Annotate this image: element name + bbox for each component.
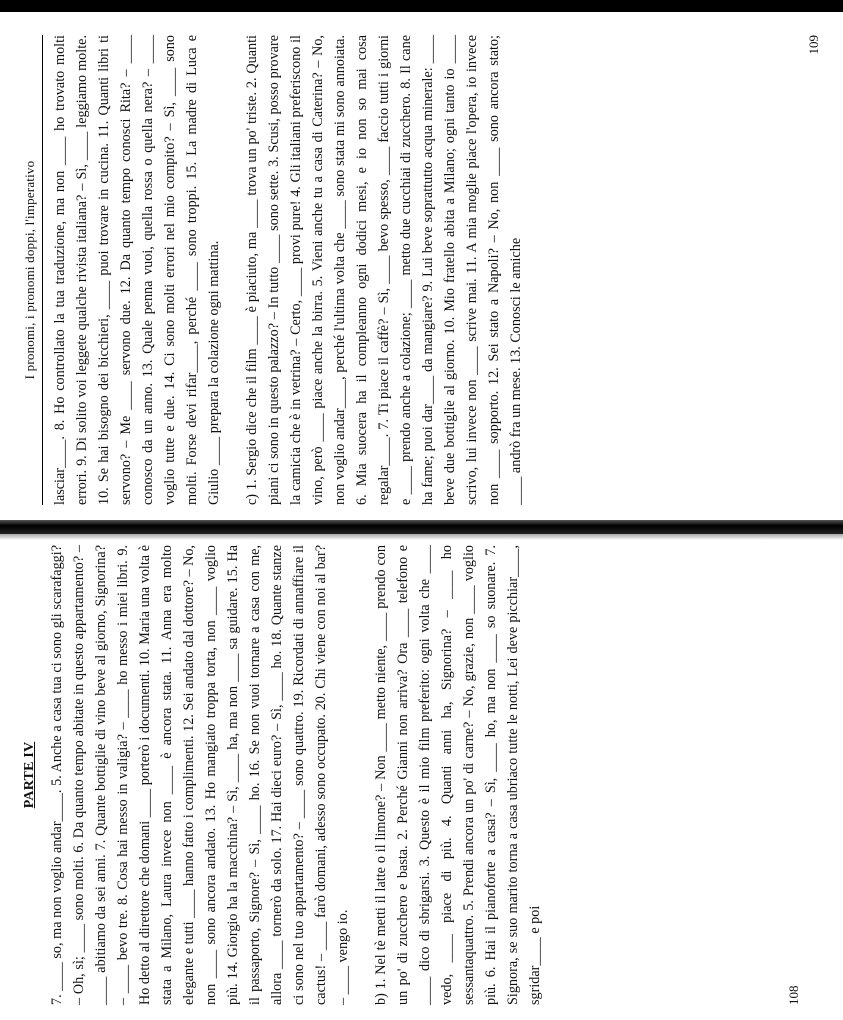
page-number-108: 108 — [786, 985, 801, 1005]
left-page — [20, 545, 800, 1005]
running-head-left: PARTE IV — [22, 741, 37, 809]
right-page-text — [49, 35, 527, 505]
right-page — [20, 35, 820, 505]
page-number-109: 109 — [806, 35, 821, 55]
left-page-text — [46, 545, 546, 1005]
paragraph-c: c) 1. Sergio dice che il film ____ è piaciuto, ma ____ trova un po' triste. 2. Quanti piani ci sono in questo palazzo? – In tutto ____ sono sette. 3. Scusi, posso provare la camicia che è in vetrina? – Certo, ____ provi pure! 4. Gli italiani preferiscono il vino, però ____ piace anche la birra. 5. Vieni anche tu a casa di Caterina? – No, non voglio andar____, perché l'ultima volta che ____ sono stata mi sono annoiata. 6. Mia suocera ha il compleanno ogni dodici mesi, e io non so mai cosa regalar____. 7. Ti piace il caffè? – Sì, ____ bevo spesso, ____ faccio tutti i giorni e ____ prendo anche a colazione; ____ metto due cucchiai di zucchero. 8. Il cane ha fame; puoi dar____ da mangiare? 9. Lui beve soprattutto acqua minerale: ____ beve due bottiglie al giorno. 10. Mio fratello abita a Milano; ogni tanto io ____ scrivo, lui invece non ____ scrive mai. 11. A mia moglie piace l'opera, io invece non ____ sopporto. 12. Sei stato a Napoli? – No, non ____ sono ancora stato; ____ andrò fra un mese. 13. Conosci le amiche — [244, 35, 524, 505]
gutter-shadow — [0, 534, 843, 540]
book-gutter — [0, 520, 843, 534]
paragraph-a-end: 7. ____ so, ma non voglio andar____. 5. Anche a casa tua ci sono gli scarafaggi? – Oh, sì; ____ sono molti. 6. Da quanto tempo abitate in questo appartamento? – ____ abitiamo da sei anni. 7. Quante bottiglie di vino beve al giorno, Signorina? – ____ bevo tre. 8. Cosa hai messo in valigia? – ____ ho messo i miei libri. 9. Ho detto al direttore che domani ____ porterò i documenti. 10. Maria una volta è stata a Milano, Laura invece non ____ è ancora stata. 11. Anna era molto elegante e tutti ____ hanno fatto i complimenti. 12. Sei andato dal dottore? – No, non ____ sono ancora andato. 13. Ho mangiato troppa torta, non ____ voglio più. 14. Giorgio ha la macchina? – Sì, ____ ha, ma non ____ sa guidare. 15. Ha il passaporto, Signore? – Sì, ____ ho. 16. Se non vuoi tornare a casa con me, allora ____ tornerò da solo. 17. Hai dieci euro? – Sì, ____ ho. 18. Quante stanze ci sono nel tuo appartamento? – ____ sono quattro. 19. Ricordati di annaffiare il cactus! – ____ farò domani, adesso sono occupato. 20. Chi viene con noi al bar? – ____ vengo io. — [49, 545, 351, 1005]
paragraph-a-continued: lasciar____. 8. Ho controllato la tua traduzione, ma non ____ ho trovato molti errori. 9. Di solito voi leggete qualche rivista italiana? – Sì, ____ leggiamo molte. 10. Se hai bisogno dei bicchieri, ____ puoi trovare in cucina. 11. Quanti libri ti servono? – Me ____ servono due. 12. Da quanto tempo conosci Rita? – ____ conosco da un anno. 13. Quale penna vuoi, quella rossa o quella nera? – ____ voglio tutte e due. 14. Ci sono molti errori nel mio compito? – Sì, ____ sono molti. Forse devi rifar____, perché ____ sono troppi. 15. La madre di Luca e Giulio ____ prepara la colazione ogni mattina. — [52, 35, 222, 505]
paragraph-b: b) 1. Nel tè metti il latte o il limone? – Non ____ metto niente, ____ prendo con un po' di zucchero e basta. 2. Perché Gianni non arriva? Ora ____ telefono e ____ dico di sbrigarsi. 3. Questo è il mio film preferito: ogni volta che ____ vedo, ____ piace di più. 4. Quanti anni ha, Signorina? – ____ ho sessantaquattro. 5. Prendi ancora un po' di carne? – No, grazie, non ____ voglio più. 6. Hai il pianoforte a casa? – Sì, ____ ho, ma non ____ so suonare. 7. Signora, se suo marito torna a casa ubriaco tutte le notti, Lei deve picchiar____, sgridar____ e poi — [373, 545, 543, 1005]
scan-top-edge — [0, 0, 843, 12]
running-head-right: I pronomi, i pronomi doppi, l'imperativo — [20, 35, 43, 505]
